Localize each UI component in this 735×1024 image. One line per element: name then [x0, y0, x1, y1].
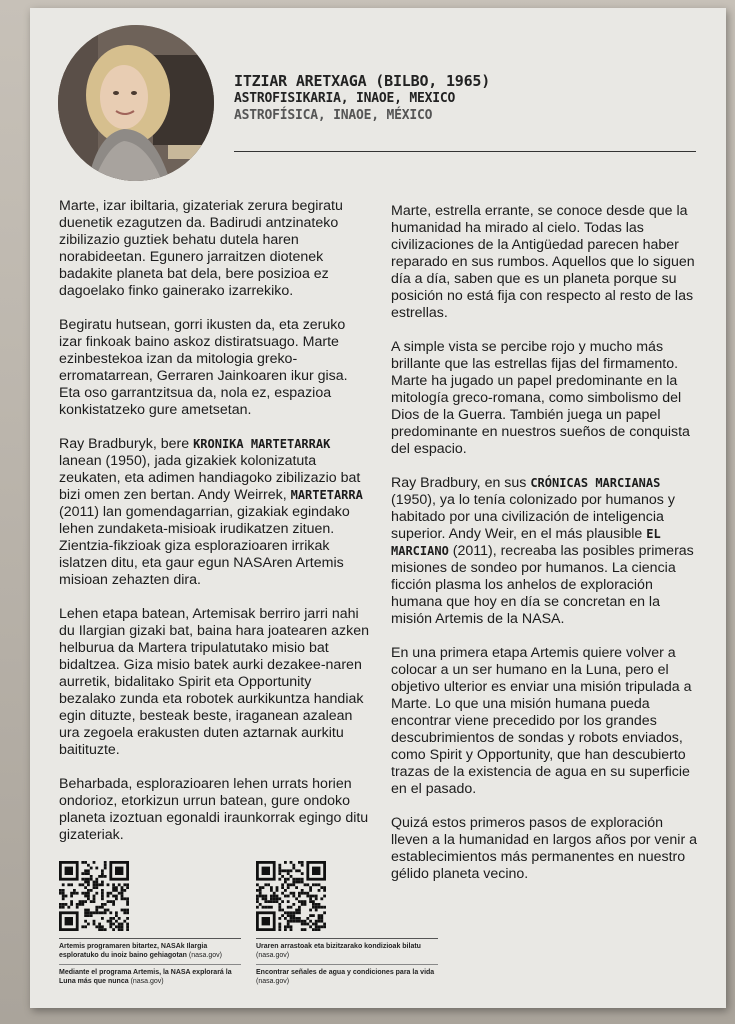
basque-column	[59, 198, 369, 861]
qr-caption-water: Uraren arrastoak eta bizitzarako kondizioak bilatu (nasa.gov) Encontrar señales de agua y condiciones para la vida (nasa.gov)	[256, 938, 438, 986]
eu-paragraph-5: Beharbada, esplorazioaren lehen urrats horien ondorioz, etorkizun urrun batean, gure ondoko planeta izoztuan egonaldi iraunkorrak egingo ditu gizateriak.	[59, 776, 369, 843]
qr-code-icon[interactable]	[59, 861, 129, 931]
book-title: KRONIKA MARTETARRAK	[193, 437, 331, 451]
role-basque: ASTROFISIKARIA, INAOE, MEXICO	[234, 91, 456, 106]
header-divider	[234, 151, 696, 152]
qr-code-icon[interactable]	[256, 861, 326, 931]
scientist-name: ITZIAR ARETXAGA (BILBO, 1965)	[234, 72, 491, 90]
book-title: EL MARCIANO	[391, 527, 661, 558]
es-paragraph-5: Quizá estos primeros pasos de exploración lleven a la humanidad en largos años por venir a establecimientos más permanentes en nuestro gélido planeta vecino.	[391, 815, 698, 882]
eu-paragraph-3: Ray Bradburyk, bere KRONIKA MARTETARRAK lanean (1950), jada gizakiek kolonizatuta zeukaten, eta adimen handiagoko zibilizazio bat bizi omen zen bertan. Andy Weirrek, MARTETARRA (2011) lan gomendagarrian, gizakiak egindako lehen zundaketa-misioak irudikatzen zituen. Zientzia-fikzioak giza esplorazioaren irrikak islatzen ditu, eta gaur egun NASAren Artemis misioan zehazten dira.	[59, 436, 363, 588]
exhibit-panel	[30, 8, 726, 1008]
spanish-column	[391, 203, 701, 900]
qr-caption-artemis: Artemis programaren bitartez, NASAk Ilargia esploratuko du inoiz baino gehiagotan (nasa.gov) Mediante el programa Artemis, la NASA explorará la Luna más que nunca (nasa.gov)	[59, 938, 241, 986]
es-paragraph-3: Ray Bradbury, en sus CRÓNICAS MARCIANAS (1950), ya lo tenía colonizado por humanos y habitado por una civilización de inteligencia superior. Andy Weir, en el más plausible EL MARCIANO (2011), recreaba las posibles primeras misiones de sondeo por humanos. La ciencia ficción plasma los anhelos de exploración humana que hoy en día se concretan en la misión Artemis de la NASA.	[391, 475, 694, 627]
eu-paragraph-4: Lehen etapa batean, Artemisak berriro jarri nahi du Ilargian gizaki bat, baina hara joatearen azken helburua da Martera tripulatutako misio bat bidaltzea. Giza misio batek aurki dezakee-naren aurretik, bidalitako Spirit eta Opportunity bezalako zunda eta robotek aurkikuntza handiak egin dituzte, besteak beste, iraganean azalean ura zegoela erakusten duten aztarnak aurkitu baitituzte.	[59, 606, 369, 758]
book-title: MARTETARRA	[290, 488, 363, 502]
es-paragraph-4: En una primera etapa Artemis quiere volver a colocar a un ser humano en la Luna, pero el objetivo ulterior es enviar una misión tripulada a Marte. Lo que una misión humana pueda encontrar viene precedido por los grandes descubrimientos de sondas y robots enviados, como Spirit y Opportunity, que han descubierto trazas de la existencia de agua en su superficie en el pasado.	[391, 645, 692, 797]
book-title: CRÓNICAS MARCIANAS	[530, 476, 661, 490]
es-paragraph-2: A simple vista se percibe rojo y mucho más brillante que las estrellas fijas del firmamento. Marte ha jugado un papel predominante en la mitología greco-romana, como simbolismo del Dios de la Guerra. También juega un papel predominante en nuestros sueños de conquista del espacio.	[391, 339, 690, 457]
portrait-photo	[58, 25, 214, 181]
es-paragraph-1: Marte, estrella errante, se conoce desde que la humanidad ha mirado al cielo. Todas las civilizaciones de la Antigüedad parecen haber reparado en sus rumbos. Aquellos que lo siguen día a día, saben que es un planeta porque su posición no está fija con respecto al resto de las estrellas.	[391, 203, 695, 321]
eu-paragraph-1: Marte, izar ibiltaria, gizateriak zerura begiratu duenetik ezagutzen da. Badirudi antzinateko zibilizazio guztiek behatu dutela haren norabideetan. Egunero jarraitzen diotenek badakite planeta bat dela, bere posizioa ez dagoelako finko gainerako izarrekiko.	[59, 198, 343, 299]
role-spanish: ASTROFÍSICA, INAOE, MÉXICO	[234, 108, 433, 123]
header-block	[234, 72, 490, 124]
eu-paragraph-2: Begiratu hutsean, gorri ikusten da, eta zeruko izar finkoak baino askoz distiratsuago. Marte ezinbestekoa izan da mitologia greko-erromatarrean, Gerraren Jainkoaren ikur gisa. Eta oso garrantzitsua da, nola ez, espazioa konkistatzeko gure ametsetan.	[59, 317, 348, 418]
